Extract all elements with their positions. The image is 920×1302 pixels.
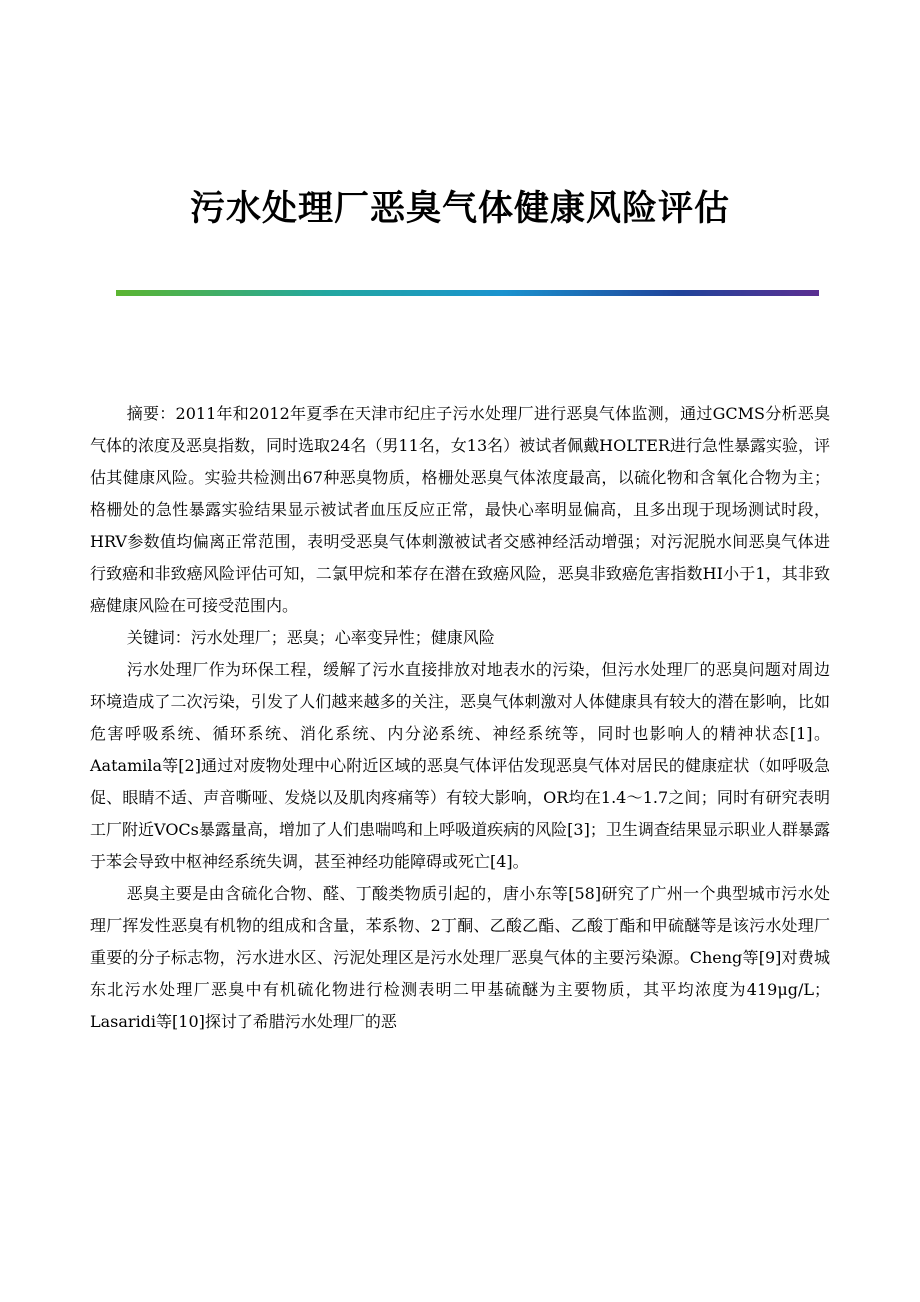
title-gradient-divider	[116, 290, 819, 296]
intro-paragraph: 污水处理厂作为环保工程，缓解了污水直接排放对地表水的污染，但污水处理厂的恶臭问题对周边环境造成了二次污染，引发了人们越来越多的关注，恶臭气体刺激对人体健康具有较大的潜在影响，比如危害呼吸系统、循环系统、消化系统、内分泌系统、神经系统等，同时也影响人的精神状态[1]。Aatamila等[2]通过对废物处理中心附近区域的恶臭气体评估发现恶臭气体对居民的健康症状（如呼吸急促、眼睛不适、声音嘶哑、发烧以及肌肉疼痛等）有较大影响，OR均在1.4～1.7之间；同时有研究表明工厂附近VOCs暴露量高，增加了人们患喘鸣和上呼吸道疾病的风险[3]；卫生调查结果显示职业人群暴露于苯会导致中枢神经系统失调，甚至神经功能障碍或死亡[4]。	[90, 660, 830, 871]
odor-sources-paragraph: 恶臭主要是由含硫化合物、醛、丁酸类物质引起的，唐小东等[58]研究了广州一个典型城市污水处理厂挥发性恶臭有机物的组成和含量，苯系物、2丁酮、乙酸乙酯、乙酸丁酯和甲硫醚等是该污水处理厂重要的分子标志物，污水进水区、污泥处理区是污水处理厂恶臭气体的主要污染源。Cheng等[9]对费城东北污水处理厂恶臭中有机硫化物进行检测表明二甲基硫醚为主要物质，其平均浓度为419μg/L；Lasaridi等[10]探讨了希腊污水处理厂的恶	[90, 884, 830, 1031]
document-body	[90, 398, 830, 1038]
document-title: 污水处理厂恶臭气体健康风险评估	[189, 188, 730, 229]
keywords-paragraph: 关键词：污水处理厂；恶臭；心率变异性；健康风险	[126, 628, 495, 647]
abstract-paragraph: 摘要：2011年和2012年夏季在天津市纪庄子污水处理厂进行恶臭气体监测，通过GCMS分析恶臭气体的浓度及恶臭指数，同时选取24名（男11名，女13名）被试者佩戴HOLTER进行急性暴露实验，评估其健康风险。实验共检测出67种恶臭物质，格栅处恶臭气体浓度最高，以硫化物和含氧化合物为主；格栅处的急性暴露实验结果显示被试者血压反应正常，最快心率明显偏高，且多出现于现场测试时段，HRV参数值均偏离正常范围，表明受恶臭气体刺激被试者交感神经活动增强；对污泥脱水间恶臭气体进行致癌和非致癌风险评估可知，二氯甲烷和苯存在潜在致癌风险，恶臭非致癌危害指数HI小于1，其非致癌健康风险在可接受范围内。	[90, 404, 830, 615]
